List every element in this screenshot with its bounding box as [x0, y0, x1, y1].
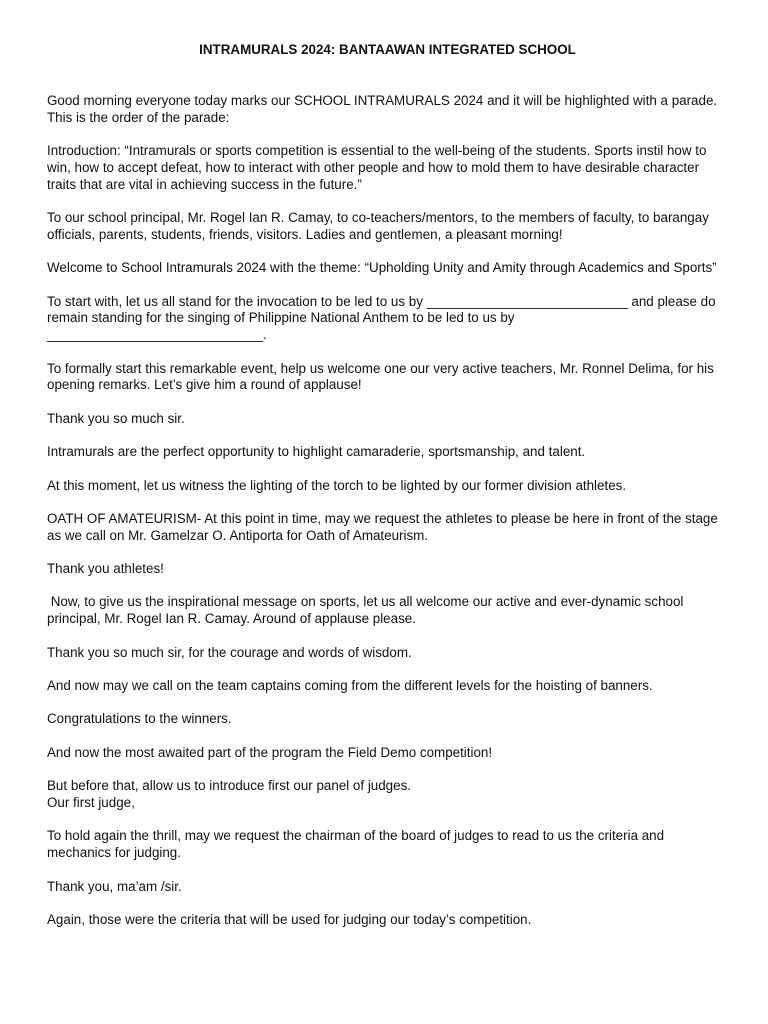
document-title: INTRAMURALS 2024: BANTAAWAN INTEGRATED SCHOOL — [199, 42, 576, 57]
paragraph-thanks-sir: Thank you so much sir. — [47, 410, 185, 426]
paragraph-thanks-maam: Thank you, ma’am /sir. — [47, 878, 182, 894]
paragraph-theme: Welcome to School Intramurals 2024 with the theme: “Upholding Unity and Amity through Academics and Sports” — [47, 260, 717, 276]
paragraph-criteria: To hold again the thrill, may we request the chairman of the board of judges to read to us the criteria and mechanics for judging. — [47, 828, 668, 861]
paragraph-field-demo: And now the most awaited part of the program the Field Demo competition! — [47, 744, 493, 760]
paragraph-torch-lighting: At this moment, let us witness the lighting of the torch to be lighted by our former division athletes. — [47, 477, 627, 493]
paragraph-invocation: To start with, let us all stand for the invocation to be led to us by ___________________________ and please do remain standing for the singing of Philippine National Anthem to be led to us by _____________________________. — [47, 293, 720, 343]
paragraph-thanks-athletes: Thank you athletes! — [47, 561, 164, 577]
paragraph-opening-remarks: To formally start this remarkable event, help us welcome one our very active teachers, Mr. Ronnel Delima, for his opening remarks. Let’s give him a round of applause! — [47, 360, 718, 393]
paragraph-opportunity: Intramurals are the perfect opportunity to highlight camaraderie, sportsmanship, and talent. — [47, 444, 586, 460]
paragraph-first-judge: Our first judge, — [47, 795, 135, 811]
paragraph-thanks-wisdom: Thank you so much sir, for the courage and words of wisdom. — [47, 644, 412, 660]
paragraph-banners: And now may we call on the team captains coming from the different levels for the hoisting of banners. — [47, 678, 653, 694]
paragraph-congratulations: Congratulations to the winners. — [47, 711, 232, 727]
paragraph-salutation: To our school principal, Mr. Rogel Ian R. Camay, to co-teachers/mentors, to the members of faculty, to barangay officials, parents, students, friends, visitors. Ladies and gentlemen, a pleasant morning! — [47, 209, 713, 242]
paragraph-inspirational-message: Now, to give us the inspirational message on sports, let us all welcome our active and ever-dynamic school principal, Mr. Rogel Ian R. Camay. Around of applause please. — [47, 594, 688, 627]
paragraph-closing: Again, those were the criteria that will be used for judging our today’s competition. — [47, 911, 532, 927]
paragraph-oath: OATH OF AMATEURISM- At this point in time, may we request the athletes to please be here in front of the stage as we call on Mr. Gamelzar O. Antiporta for Oath of Amateurism. — [47, 510, 722, 543]
paragraph-introduction: Introduction: “Intramurals or sports competition is essential to the well-being of the students. Sports instil how to win, how to accept defeat, how to interact with other people and how to mold them to have desirable character traits that are vital in achieving success in the future.” — [47, 142, 711, 192]
paragraph-judges-intro: But before that, allow us to introduce first our panel of judges. — [47, 778, 411, 794]
paragraph-greeting: Good morning everyone today marks our SCHOOL INTRAMURALS 2024 and it will be highlighted with a parade. This is the order of the parade: — [47, 92, 721, 125]
